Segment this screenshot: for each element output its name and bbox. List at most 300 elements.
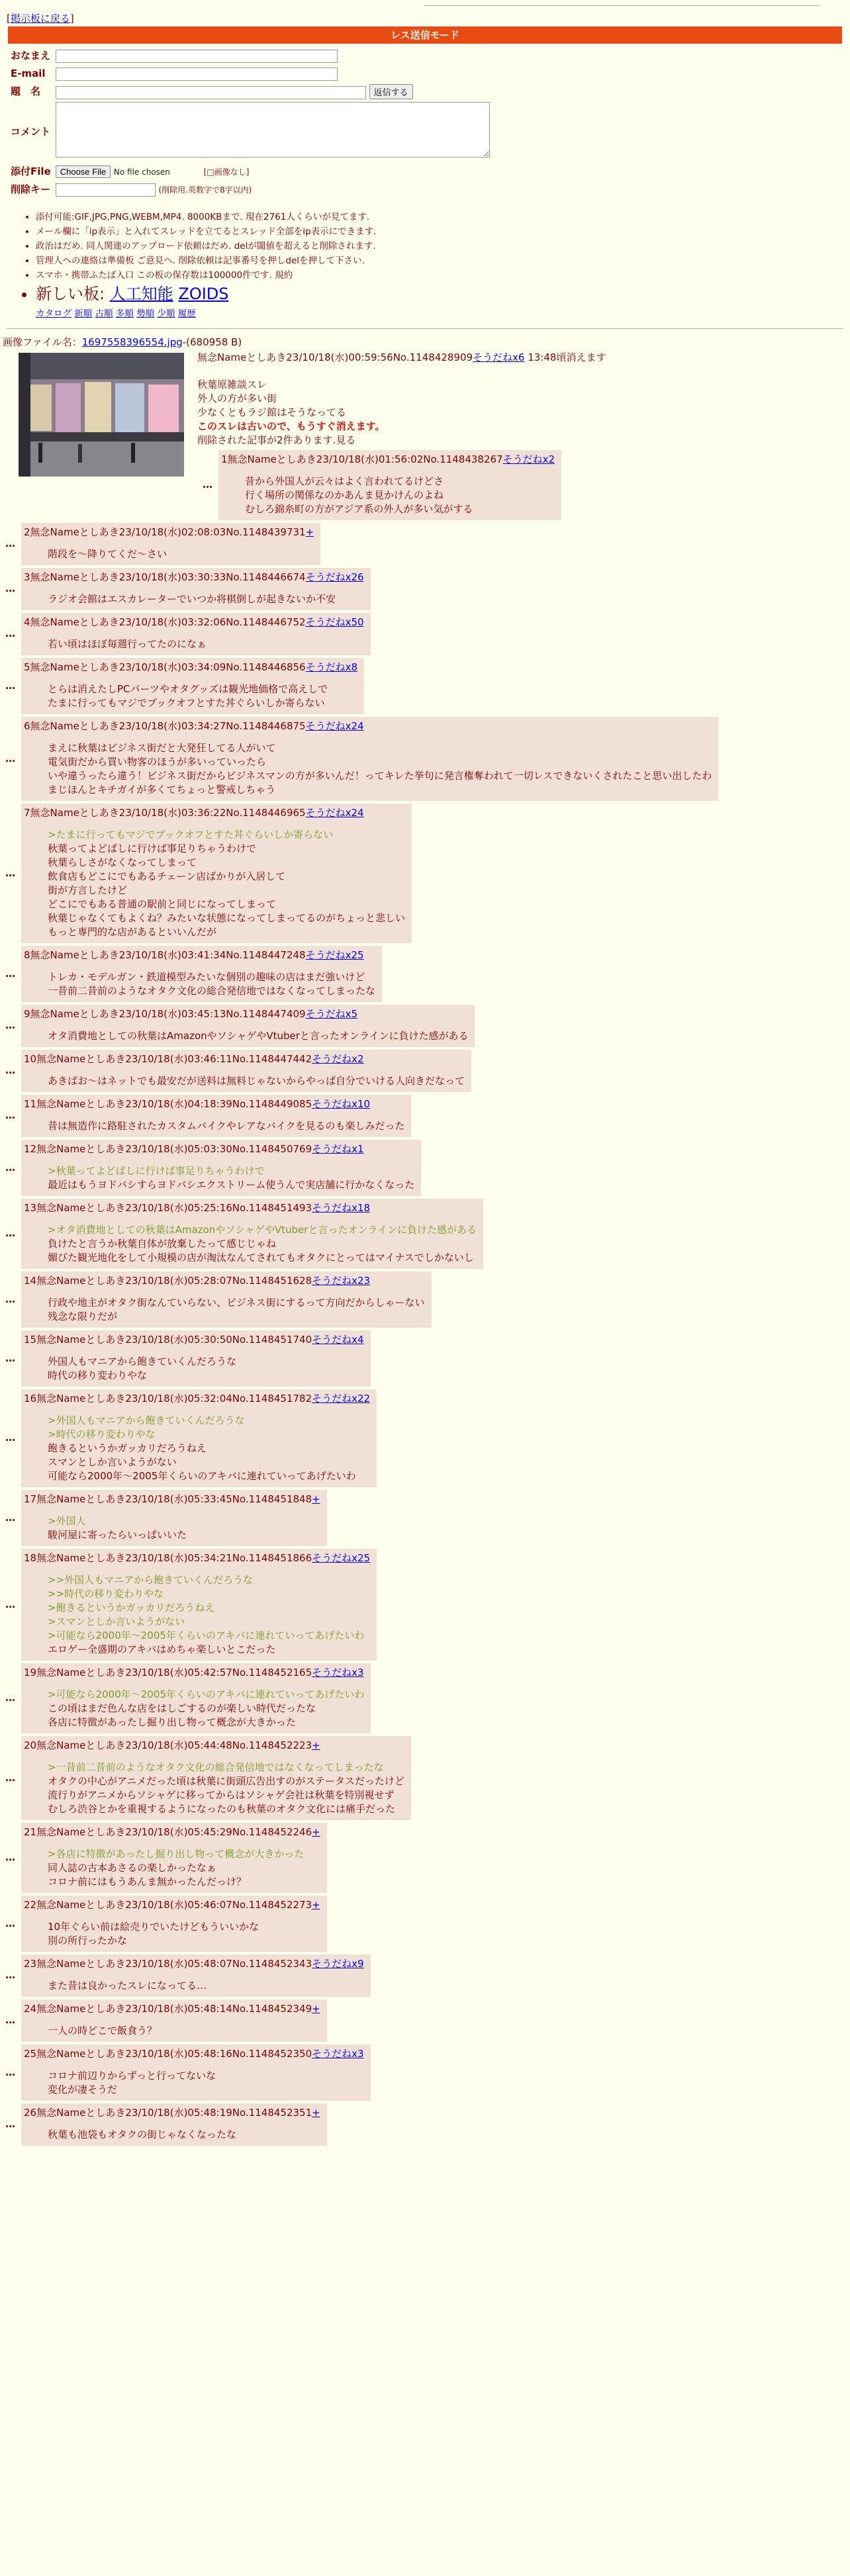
reply-meta: 無念Nameとしあき23/10/18(水)05:44:48No.1148452223 — [36, 1739, 312, 1751]
reply-meta: 無念Nameとしあき23/10/18(水)05:25:16No.1148451493 — [36, 1201, 312, 1214]
reply-dots: … — [5, 1432, 16, 1444]
reply-line: まえに秋葉はビジネス街だと大発狂してる人がいて — [48, 741, 276, 754]
reply-header — [24, 661, 357, 674]
reply-box — [21, 2045, 371, 2101]
reply-number: 8 — [24, 948, 30, 961]
reply-post — [0, 1140, 850, 1196]
reply-post — [0, 1823, 850, 1893]
reply-number: 25 — [24, 2047, 37, 2060]
rule-item: • 添付可能:GIF,JPG,PNG,WEBM,MP4. 8000KBまで. 現在2761人くらいが見てます. — [36, 211, 850, 224]
reply-meta: 無念Nameとしあき23/10/18(水)05:46:07No.1148452273 — [36, 1898, 312, 1911]
sort-few-link[interactable]: 少順 — [157, 308, 175, 320]
reply-meta: 無念Nameとしあき23/10/18(水)05:48:14No.1148452349 — [36, 2002, 312, 2015]
reply-number: 24 — [24, 2002, 37, 2015]
reply-box — [21, 717, 718, 801]
reply-header — [24, 1825, 320, 1839]
reply-line: 飽きるというかガッカリだろうねえ — [48, 1442, 207, 1454]
expiry-warning: このスレは古いので、もうすぐ消えます。 — [197, 420, 385, 432]
reply-number: 26 — [24, 2106, 37, 2119]
reply-box — [21, 946, 382, 1002]
reply-number: 9 — [24, 1007, 30, 1020]
reply-number: 6 — [24, 719, 30, 732]
reply-post — [0, 523, 850, 565]
sodane-button[interactable]: + — [305, 526, 314, 538]
op-sodane-button[interactable]: そうだねx6 — [473, 351, 525, 363]
sodane-button[interactable]: そうだねx2 — [502, 453, 555, 465]
reply-number: 17 — [24, 1493, 37, 1505]
reply-header — [24, 2106, 320, 2120]
reply-body — [48, 547, 314, 561]
sort-momentum-link[interactable]: 勢順 — [136, 308, 155, 320]
reply-line: 可能なら2000年〜2005年くらいのアキバに連れていってあげたいわ — [48, 1469, 356, 1482]
new-board-item — [36, 283, 850, 306]
reply-header — [24, 1739, 404, 1753]
reply-post — [0, 1095, 850, 1137]
op-body — [197, 378, 850, 447]
reply-meta: 無念Nameとしあき23/10/18(水)03:32:06No.1148446752 — [30, 616, 306, 628]
subject-label: 題 名 — [11, 85, 41, 97]
reply-body — [48, 637, 364, 651]
reply-post — [0, 1271, 850, 1328]
reply-box — [21, 1389, 377, 1487]
comment-textarea[interactable] — [56, 102, 490, 158]
quote-line: >外国人 — [48, 1514, 86, 1527]
reply-line: エロゲー全盛期のアキバはめちゃ楽しいとこだった — [48, 1643, 276, 1655]
reply-post — [0, 2103, 850, 2146]
email-input[interactable] — [56, 68, 338, 81]
email-label: E-mail — [11, 68, 46, 79]
reply-number: 1 — [221, 453, 228, 465]
sodane-button[interactable]: そうだねx23 — [312, 1274, 371, 1287]
quote-line: >>時代の移り変わりやな — [48, 1587, 164, 1600]
op-file-link[interactable]: 1697558396554.jpg — [81, 336, 183, 348]
reply-dots: … — [5, 1511, 16, 1524]
sodane-button[interactable]: そうだねx10 — [312, 1097, 371, 1110]
reply-line: 街が方言したけど — [48, 884, 128, 896]
reply-number: 3 — [24, 571, 30, 583]
reply-body — [48, 1514, 320, 1542]
board-link-ai[interactable]: 人工知能 — [109, 285, 173, 304]
reply-box — [21, 1955, 371, 1997]
reply-meta: 無念Nameとしあき23/10/18(水)05:34:21No.1148451866 — [36, 1551, 312, 1564]
reply-header — [24, 2002, 320, 2016]
reply-body — [48, 1074, 465, 1088]
sodane-button[interactable]: そうだねx24 — [305, 806, 364, 819]
sort-many-link[interactable]: 多順 — [115, 308, 134, 320]
reply-dots: … — [5, 1064, 16, 1077]
reply-line: 同人誌の古本あさるの楽しかったなぁ — [48, 1861, 217, 1874]
reply-line: 最近はもうヨドバシすらヨドバシエクストリーム使うんで実店舗に行かなくなった — [48, 1178, 415, 1191]
reply-dots: … — [5, 1771, 16, 1784]
no-image-checkbox[interactable]: [□画像なし] — [203, 167, 250, 177]
comment-label: コメント — [11, 125, 51, 138]
reply-body — [48, 1414, 370, 1483]
reply-post — [0, 946, 850, 1002]
reply-line: 外国人もマニアから飽きていくんだろうな — [48, 1355, 237, 1367]
submit-reply-button[interactable]: 返信する — [369, 84, 413, 99]
back-to-board-link[interactable]: 掲示板に戻る — [10, 13, 70, 24]
reply-header — [24, 616, 364, 629]
reply-body — [48, 1355, 364, 1383]
quote-line: >一昔前二昔前のようなオタク文化の総合発信地ではなくなってしまったな — [48, 1761, 384, 1773]
quote-line: >スマンとしか言いようがない — [48, 1615, 185, 1628]
reply-meta: 無念Nameとしあき23/10/18(水)05:48:19No.1148452351 — [36, 2106, 312, 2119]
reply-dots: … — [5, 1692, 16, 1704]
reply-body — [48, 1761, 404, 1816]
choose-file-button[interactable]: Choose File — [56, 165, 111, 178]
reply-meta: 無念Nameとしあき23/10/18(水)05:42:57No.1148452165 — [36, 1666, 312, 1679]
thread-divider — [7, 328, 843, 329]
reply-line: 電気街だから買い物客のほうが多いっていったら — [48, 755, 267, 768]
op-header-text: 無念Nameとしあき23/10/18(水)00:59:56No.1148428909 — [197, 351, 473, 363]
reply-mode-banner: レス送信モード — [8, 26, 842, 44]
reply-body — [48, 1164, 414, 1192]
sodane-button[interactable]: そうだねx25 — [312, 1551, 371, 1564]
reply-body — [48, 1573, 370, 1657]
sort-new-link[interactable]: 新順 — [74, 308, 93, 320]
reply-header — [24, 1392, 370, 1406]
reply-line: ラジオ会館はエスカレーターでいつか将棋倒しが起きないか不安 — [48, 592, 336, 605]
reply-box — [21, 1663, 371, 1733]
reply-dots: … — [5, 2118, 16, 2131]
sodane-button[interactable]: そうだねx50 — [305, 616, 364, 628]
quote-line: >秋葉ってよどばしに行けば事足りちゃうわけで — [48, 1164, 265, 1177]
reply-body — [245, 475, 555, 516]
reply-line: たまに行ってもマジでブックオフとすた丼ぐらいしか寄らない — [48, 696, 325, 709]
reply-box — [21, 1199, 483, 1269]
reply-line: 各店に特徴があったし掘り出し物って概念が大きかった — [48, 1716, 296, 1728]
reply-meta: 無念Nameとしあき23/10/18(水)03:34:09No.1148446856 — [30, 661, 306, 673]
reply-line: 時代の移り変わりやな — [48, 1369, 148, 1381]
new-board-prefix: 新しい板: — [36, 285, 105, 304]
quote-line: >オタ消費地としての秋葉はAmazonやソシャゲやVtuberと言ったオンラインに負けた感がある — [48, 1223, 477, 1236]
reply-body — [48, 828, 405, 939]
reply-dots: … — [5, 627, 16, 640]
file-info-label: 画像ファイル名： — [3, 336, 82, 348]
post-form — [7, 46, 492, 199]
quote-line: >>外国人もマニアから飽きていくんだろうな — [48, 1573, 254, 1586]
reply-meta: 無念Nameとしあき23/10/18(水)04:18:39No.1148449085 — [36, 1097, 312, 1110]
reply-post — [197, 450, 850, 520]
sodane-button[interactable]: そうだねx8 — [305, 661, 357, 673]
reply-dots: … — [5, 1352, 16, 1364]
reply-number: 11 — [24, 1097, 37, 1110]
reply-number: 4 — [24, 616, 30, 628]
reply-line: どこにでもある普通の駅前と同じになってしまって — [48, 897, 277, 910]
reply-line: 変化が凄そうだ — [48, 2083, 118, 2095]
reply-post — [0, 1663, 850, 1733]
reply-line: コロナ前にはもうあんま無かったんだっけ？ — [48, 1875, 247, 1888]
reply-dots: … — [5, 866, 16, 879]
reply-post — [0, 804, 850, 943]
delete-key-input[interactable] — [56, 183, 156, 197]
reply-line: まじほんとキチガイが多くてちょっと警戒しちゃう — [48, 783, 276, 796]
sodane-button[interactable]: + — [312, 1825, 320, 1838]
reply-number: 19 — [24, 1666, 37, 1679]
reply-line: 秋葉も池袋もオタクの街じゃなくなったな — [48, 2128, 237, 2140]
reply-line: 残念な限りだが — [48, 1310, 118, 1322]
sodane-button[interactable]: そうだねx1 — [312, 1142, 364, 1155]
reply-line: 秋葉らしさがなくなってしまって — [48, 856, 197, 868]
sodane-button[interactable]: + — [312, 2106, 320, 2119]
reply-meta: 無念Nameとしあき23/10/18(水)01:56:02No.1148438267 — [227, 453, 503, 465]
reply-box — [21, 1330, 371, 1387]
reply-header — [221, 453, 555, 467]
sodane-button[interactable]: + — [312, 1739, 320, 1751]
reply-meta: 無念Nameとしあき23/10/18(水)03:34:27No.1148446875 — [30, 719, 306, 732]
reply-line: 別の所行ったかな — [48, 1934, 128, 1947]
reply-header — [24, 806, 405, 820]
reply-dots: … — [5, 1598, 16, 1610]
reply-body — [48, 2128, 320, 2142]
sodane-button[interactable]: そうだねx2 — [312, 1052, 364, 1065]
reply-header — [24, 1551, 370, 1565]
reply-body — [48, 1847, 320, 1889]
reply-box — [21, 658, 364, 714]
quote-line: >可能なら2000年〜2005年くらいのアキバに連れていってあげたいわ — [48, 1688, 365, 1700]
reply-line: 流行りがアニメからソシャゲに移ってからはソシャゲ会社は秋葉を特別視せず — [48, 1788, 395, 1801]
op-expiry: 13:48頃消えます — [528, 351, 606, 363]
sodane-button[interactable]: + — [312, 1898, 320, 1911]
reply-number: 14 — [24, 1274, 37, 1287]
reply-dots: … — [5, 1851, 16, 1864]
reply-post — [0, 1005, 850, 1047]
reply-post — [0, 1199, 850, 1269]
reply-header — [24, 1666, 364, 1680]
reply-body — [48, 2024, 320, 2038]
reply-dots: … — [5, 582, 16, 595]
sodane-button[interactable]: そうだねx4 — [312, 1333, 364, 1346]
reply-line: 昔は無造作に路駐されたカスタムバイクやレアなバイクを見るのも楽しみだった — [48, 1119, 405, 1132]
reply-meta: 無念Nameとしあき23/10/18(水)03:45:13No.1148447409 — [30, 1007, 306, 1020]
quote-line: >各店に特徴があったし掘り出し物って概念が大きかった — [48, 1847, 305, 1860]
rule-item: • スマホ・携帯ふたば入口 この板の保存数は100000件です. 規約 — [36, 269, 850, 282]
reply-number: 10 — [24, 1052, 37, 1065]
reply-line: 媚びた観光地化をして小規模の店が淘汰なんてされてもオタクにとってはマイナスでしかないし — [48, 1251, 474, 1264]
reply-dots: … — [5, 1161, 16, 1173]
reply-post — [0, 613, 850, 655]
reply-number: 15 — [24, 1333, 37, 1346]
reply-dots: … — [5, 752, 16, 764]
reply-header — [24, 1957, 364, 1971]
reply-header — [24, 2047, 364, 2061]
reply-header — [24, 1898, 320, 1912]
sodane-button[interactable]: そうだねx22 — [312, 1392, 371, 1404]
reply-line: 飲食店もどこにでもあるチェーン店ばかりが入居して — [48, 870, 286, 882]
reply-meta: 無念Nameとしあき23/10/18(水)05:32:04No.1148451782 — [36, 1392, 312, 1404]
reply-number: 23 — [24, 1957, 37, 1970]
reply-line: コロナ前辺りからずっと行ってないな — [48, 2069, 216, 2082]
top-divider — [424, 5, 821, 6]
delete-key-label: 削除キー — [11, 183, 51, 195]
rule-item: • 政治はだめ. 同人関連のアップロード依頼はだめ. delが閾値を超えると削除されます. — [36, 240, 850, 253]
reply-box — [21, 568, 371, 610]
reply-box — [21, 1140, 421, 1196]
reply-line: 10年ぐらい前は絵売りでいたけどもういいかな — [48, 1920, 260, 1933]
name-input[interactable] — [56, 50, 338, 63]
reply-list — [0, 450, 850, 2146]
reply-body — [48, 1296, 425, 1324]
reply-box — [21, 1095, 411, 1137]
op-line: 外人の方が多い街 — [197, 392, 277, 404]
rule-item: • 管理人への連絡は準備板 ご意見へ. 削除依頼は記事番号を押しdelを押して下さい. — [36, 255, 850, 267]
reply-line: 行く場所の関係なのかあんま見かけんのよね — [245, 488, 444, 501]
catalog-link[interactable]: カタログ — [36, 308, 71, 320]
bracket-close: ] — [70, 13, 74, 24]
reply-line: 秋葉ってよどばしに行けば事足りちゃうわけで — [48, 842, 257, 854]
reply-number: 20 — [24, 1739, 37, 1751]
reply-meta: 無念Nameとしあき23/10/18(水)03:41:34No.1148447248 — [30, 948, 306, 961]
reply-number: 16 — [24, 1392, 37, 1404]
reply-line: 秋葉じゃなくてもよくね？みたいな状態になってしまってるのがちょっと悲しい — [48, 911, 406, 924]
reply-dots: … — [203, 479, 213, 491]
board-link-zoids[interactable]: ZOIDS — [178, 285, 229, 304]
reply-post — [0, 658, 850, 714]
reply-line: 行政や地主がオタク街なんていらない、ビジネス街にするって方向だからしゃーない — [48, 1296, 425, 1309]
reply-box — [21, 2000, 327, 2042]
reply-line: 階段を〜降りてくだ〜さい — [48, 547, 167, 560]
reply-header — [24, 571, 364, 584]
sodane-button[interactable]: そうだねx24 — [305, 719, 364, 732]
sodane-button[interactable]: そうだねx18 — [312, 1201, 371, 1214]
reply-body — [48, 1119, 404, 1133]
reply-dots: … — [5, 2066, 16, 2078]
reply-box — [21, 1490, 327, 1546]
sodane-button[interactable]: そうだねx9 — [312, 1957, 364, 1970]
reply-line: いや違うったら違う！ビジネス街だからビジネスマンの方が多いんだ！ってキレた挙句に発言権奪われて一切レスできないくされたこと思い出したわ — [48, 769, 712, 782]
reply-line: 若い頃はほぼ毎週行ってたのになぁ — [48, 637, 207, 650]
reply-dots: … — [5, 2014, 16, 2027]
reply-meta: 無念Nameとしあき23/10/18(水)05:03:30No.1148450769 — [36, 1142, 312, 1155]
reply-header — [24, 1201, 477, 1215]
reply-line: オタクの中心がアニメだった頃は秋葉に街頭広告出すのがステータスだったけど — [48, 1774, 404, 1787]
reply-post — [0, 1549, 850, 1661]
delete-key-note: (削除用.英数字で8字以内) — [158, 185, 252, 195]
reply-post — [0, 1896, 850, 1952]
sodane-button[interactable]: そうだねx26 — [305, 571, 364, 583]
quote-line: >可能なら2000年〜2005年くらいのアキバに連れていってあげたいわ — [48, 1629, 365, 1641]
reply-header — [24, 526, 314, 539]
reply-box — [21, 1271, 432, 1328]
reply-post — [0, 1736, 850, 1820]
reply-meta: 無念Nameとしあき23/10/18(水)05:28:07No.1148451628 — [36, 1274, 312, 1287]
reply-dots: … — [5, 1969, 16, 1982]
reply-line: また昔は良かったスレになってる… — [48, 1979, 207, 1992]
reply-line: もっと専門的な店があるといいんだが — [48, 925, 217, 938]
reply-line: この頃はまだ色んな店をはしごするのが楽しい時代だったな — [48, 1702, 316, 1714]
reply-body — [48, 1920, 320, 1948]
reply-dots: … — [5, 1917, 16, 1929]
quote-line: >時代の移り変わりやな — [48, 1428, 156, 1440]
op-line: 秋葉原雑談スレ — [197, 378, 267, 391]
reply-header — [24, 1052, 465, 1066]
rules-list — [36, 211, 850, 320]
reply-meta: 無念Nameとしあき23/10/18(水)05:33:45No.1148451848 — [36, 1493, 312, 1505]
reply-box — [21, 1549, 377, 1661]
reply-number: 13 — [24, 1201, 37, 1214]
reply-meta: 無念Nameとしあき23/10/18(水)03:46:11No.1148447442 — [36, 1052, 312, 1065]
reply-header — [24, 1274, 425, 1288]
reply-box — [21, 1736, 411, 1820]
reply-dots: … — [5, 967, 16, 980]
op-line: 少なくともラジ館はそうなってる — [197, 406, 347, 418]
reply-header — [24, 719, 712, 733]
quote-line: >飽きるというかガッカリだろうねえ — [48, 1601, 215, 1614]
reply-header — [24, 1007, 468, 1021]
reply-post — [0, 717, 850, 801]
reply-number: 7 — [24, 806, 30, 819]
reply-post — [0, 1050, 850, 1092]
reply-box — [21, 804, 412, 943]
reply-dots: … — [5, 537, 16, 550]
bracket-open: [ — [7, 13, 11, 24]
name-label: おなまえ — [11, 50, 51, 62]
op-post — [0, 336, 850, 447]
sodane-button[interactable]: + — [312, 1493, 320, 1505]
reply-line: 昔から外国人が云々はよく言われてるけどさ — [245, 475, 444, 487]
reply-number: 18 — [24, 1551, 37, 1564]
sodane-button[interactable]: + — [312, 2002, 320, 2015]
reply-body — [48, 1029, 468, 1043]
reply-line: トレカ・モデルガン・鉄道模型みたいな個別の趣味の店はまだ強いけど — [48, 970, 365, 983]
quote-line: >外国人もマニアから飽きていくんだろうな — [48, 1414, 245, 1426]
reply-dots: … — [5, 1019, 16, 1032]
reply-body — [48, 970, 375, 998]
reply-header — [24, 1333, 364, 1347]
reply-number: 21 — [24, 1825, 37, 1838]
reply-post — [0, 2000, 850, 2042]
reply-box — [21, 523, 320, 565]
reply-line: 駿河屋に寄ったらいっぱいいた — [48, 1528, 187, 1541]
reply-box — [21, 1823, 327, 1893]
reply-body — [48, 741, 712, 797]
reply-box — [21, 1896, 327, 1952]
reply-body — [48, 592, 364, 606]
reply-meta: 無念Nameとしあき23/10/18(水)03:36:22No.1148446965 — [30, 806, 306, 819]
op-thumbnail-image[interactable] — [19, 353, 184, 477]
reply-box — [218, 450, 561, 520]
reply-line: あきばお〜はネットでも最安だが送料は無料じゃないからやっぱ自分でいける人向きだなって — [48, 1074, 465, 1087]
subject-input[interactable] — [56, 86, 366, 99]
file-status: No file chosen — [113, 167, 170, 177]
sodane-button[interactable]: そうだねx3 — [312, 1666, 364, 1679]
reply-post — [0, 1955, 850, 1997]
op-file-info — [3, 336, 850, 349]
reply-body — [48, 1688, 364, 1729]
history-link[interactable]: 履歴 — [177, 308, 196, 320]
reply-post — [0, 1389, 850, 1487]
op-header — [197, 349, 850, 365]
catalog-nav — [36, 308, 850, 320]
quote-line: >たまに行ってもマジでブックオフとすた丼ぐらいしか寄らない — [48, 828, 334, 841]
reply-post — [0, 2045, 850, 2101]
reply-meta: 無念Nameとしあき23/10/18(水)05:45:29No.1148452246 — [36, 1825, 312, 1838]
reply-header — [24, 1097, 404, 1111]
sort-old-link[interactable]: 古順 — [95, 308, 113, 320]
reply-meta: 無念Nameとしあき23/10/18(水)02:08:03No.1148439731 — [30, 526, 306, 538]
file-label: 添付File — [11, 165, 51, 177]
reply-line: むしろ渋谷とかを重視するようになったのも秋葉のオタク文化には痛手だった — [48, 1802, 396, 1815]
reply-post — [0, 568, 850, 610]
deleted-posts-notice: 削除された記事が2件あります.見る — [197, 434, 356, 446]
reply-meta: 無念Nameとしあき23/10/18(水)05:30:50No.1148451740 — [36, 1333, 312, 1346]
sodane-button[interactable]: そうだねx5 — [305, 1007, 357, 1020]
sodane-button[interactable]: そうだねx25 — [305, 948, 364, 961]
reply-box — [21, 1005, 475, 1047]
sodane-button[interactable]: そうだねx3 — [312, 2047, 364, 2060]
reply-header — [24, 1493, 320, 1506]
op-file-size: -(680958 B) — [182, 336, 242, 348]
